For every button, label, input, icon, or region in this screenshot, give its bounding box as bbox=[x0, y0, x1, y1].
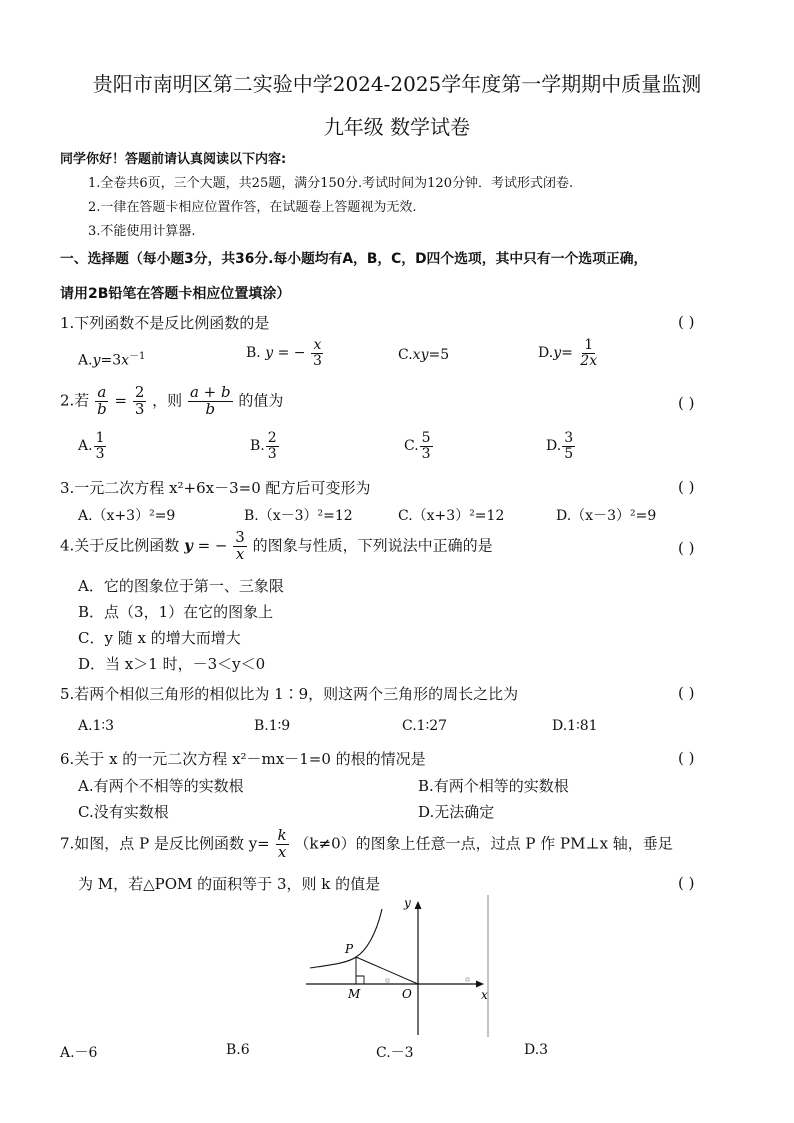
q1-option-c: C.xy=5 bbox=[398, 347, 450, 363]
origin-label: O bbox=[402, 987, 412, 1001]
x-axis-arrow bbox=[476, 981, 484, 988]
notice-heading: 同学你好！答题前请认真阅读以下内容: bbox=[60, 152, 287, 167]
q5-option-b: B.1∶9 bbox=[254, 718, 291, 734]
q4-option-a: A．它的图象位于第一、三象限 bbox=[78, 577, 284, 595]
section-heading-line1: 一、选择题（每小题3分，共36分.每小题均有A，B，C，D四个选项，其中只有一个选项正确， bbox=[60, 251, 648, 267]
hyperbola-curve bbox=[310, 909, 382, 968]
q7-figure bbox=[300, 895, 492, 1037]
exam-title: 贵阳市南明区第二实验中学2024-2025学年度第一学期期中质量监测 bbox=[92, 72, 702, 96]
po-segment bbox=[356, 957, 418, 984]
answer-paren: ( ) bbox=[678, 874, 695, 892]
figure-mark bbox=[466, 978, 469, 981]
q6-option-d: D.无法确定 bbox=[418, 803, 495, 821]
question-6-stem: 6.关于 x 的一元二次方程 x²－mx－1=0 的根的情况是 bbox=[60, 750, 426, 768]
exam-subtitle: 九年级 数学试卷 bbox=[323, 115, 471, 139]
q2-option-a: A. $\frac{1}{3}$ bbox=[78, 430, 105, 462]
q6-option-c: C.没有实数根 bbox=[78, 803, 169, 821]
q7-option-a: A.－6 bbox=[60, 1045, 98, 1061]
point-m-label: M bbox=[348, 987, 361, 1001]
answer-paren: ( ) bbox=[678, 684, 695, 702]
q3-option-b: B.（x－3）²=12 bbox=[244, 508, 353, 524]
q1-option-d: D.y= $\frac{1}{2x}$ bbox=[538, 337, 598, 369]
answer-paren: ( ) bbox=[678, 478, 695, 496]
question-7-stem: 7.如图，点 P 是反比例函数 y= $\frac{k}{x}$ （k≠0）的图象上任意一点，过点 P 作 PM⊥x 轴，垂足 bbox=[60, 826, 673, 861]
right-angle-mark bbox=[356, 976, 364, 984]
q2-option-b: B. $\frac{2}{3}$ bbox=[250, 430, 277, 462]
q2-option-d: D. $\frac{3}{5}$ bbox=[546, 430, 574, 462]
question-4-stem: 4.关于反比例函数 y = − $\frac{3}{x}$ 的图象与性质，下列说法中正确的是 bbox=[60, 528, 493, 563]
q3-option-a: A.（x+3）²=9 bbox=[78, 508, 176, 524]
answer-paren: ( ) bbox=[678, 394, 695, 412]
q2-option-c: C. $\frac{5}{3}$ bbox=[404, 430, 431, 462]
question-3-stem: 3.一元二次方程 x²+6x－3=0 配方后可变形为 bbox=[60, 479, 371, 497]
q6-option-b: B.有两个相等的实数根 bbox=[418, 777, 569, 795]
notice-item-3: 3.不能使用计算器. bbox=[88, 224, 196, 239]
question-2-stem: 2.若 $\frac{a}{b}$ = $\frac{2}{3}$ ，则 $\frac{a + b}{b}$ 的值为 bbox=[60, 383, 284, 418]
question-5-stem: 5.若两个相似三角形的相似比为 1∶9，则这两个三角形的周长之比为 bbox=[60, 685, 519, 703]
q7-option-d: D.3 bbox=[524, 1042, 549, 1058]
q4-option-b: B．点（3，1）在它的图象上 bbox=[78, 603, 274, 621]
question-7-stem-line2: 为 M，若△POM 的面积等于 3，则 k 的值是 bbox=[78, 875, 381, 893]
x-axis-label: x bbox=[481, 988, 488, 1002]
q3-option-c: C.（x+3）²=12 bbox=[398, 508, 505, 524]
answer-paren: ( ) bbox=[678, 749, 695, 767]
q7-option-b: B.6 bbox=[226, 1042, 250, 1058]
point-p-label: P bbox=[345, 942, 354, 956]
answer-paren: ( ) bbox=[678, 539, 695, 557]
q1-option-b: B. y = − $\frac{x}{3}$ bbox=[246, 337, 322, 369]
question-1-stem: 1.下列函数不是反比例函数的是 bbox=[60, 314, 270, 332]
q6-option-a: A.有两个不相等的实数根 bbox=[78, 777, 244, 795]
y-axis-arrow bbox=[415, 901, 422, 909]
q5-option-c: C.1∶27 bbox=[402, 718, 448, 734]
notice-item-1: 1.全卷共6页，三个大题，共25题，满分150分.考试时间为120分钟．考试形式闭卷. bbox=[88, 176, 574, 191]
q5-option-a: A.1∶3 bbox=[78, 718, 115, 734]
y-axis-label: y bbox=[404, 896, 411, 910]
q1-option-a: $A.y=3x^{-1}$ bbox=[78, 351, 146, 369]
q7-option-c: C.－3 bbox=[376, 1045, 414, 1061]
q4-option-d: D．当 x＞1 时，－3＜y＜0 bbox=[78, 655, 266, 673]
figure-mark bbox=[386, 979, 389, 982]
q4-option-c: C．y 随 x 的增大而增大 bbox=[78, 629, 241, 647]
answer-paren: ( ) bbox=[678, 313, 695, 331]
notice-item-2: 2.一律在答题卡相应位置作答，在试题卷上答题视为无效. bbox=[88, 200, 417, 215]
section-heading-line2: 请用2B铅笔在答题卡相应位置填涂） bbox=[60, 286, 291, 302]
q3-option-d: D.（x－3）²=9 bbox=[556, 508, 657, 524]
q5-option-d: D.1∶81 bbox=[552, 718, 598, 734]
